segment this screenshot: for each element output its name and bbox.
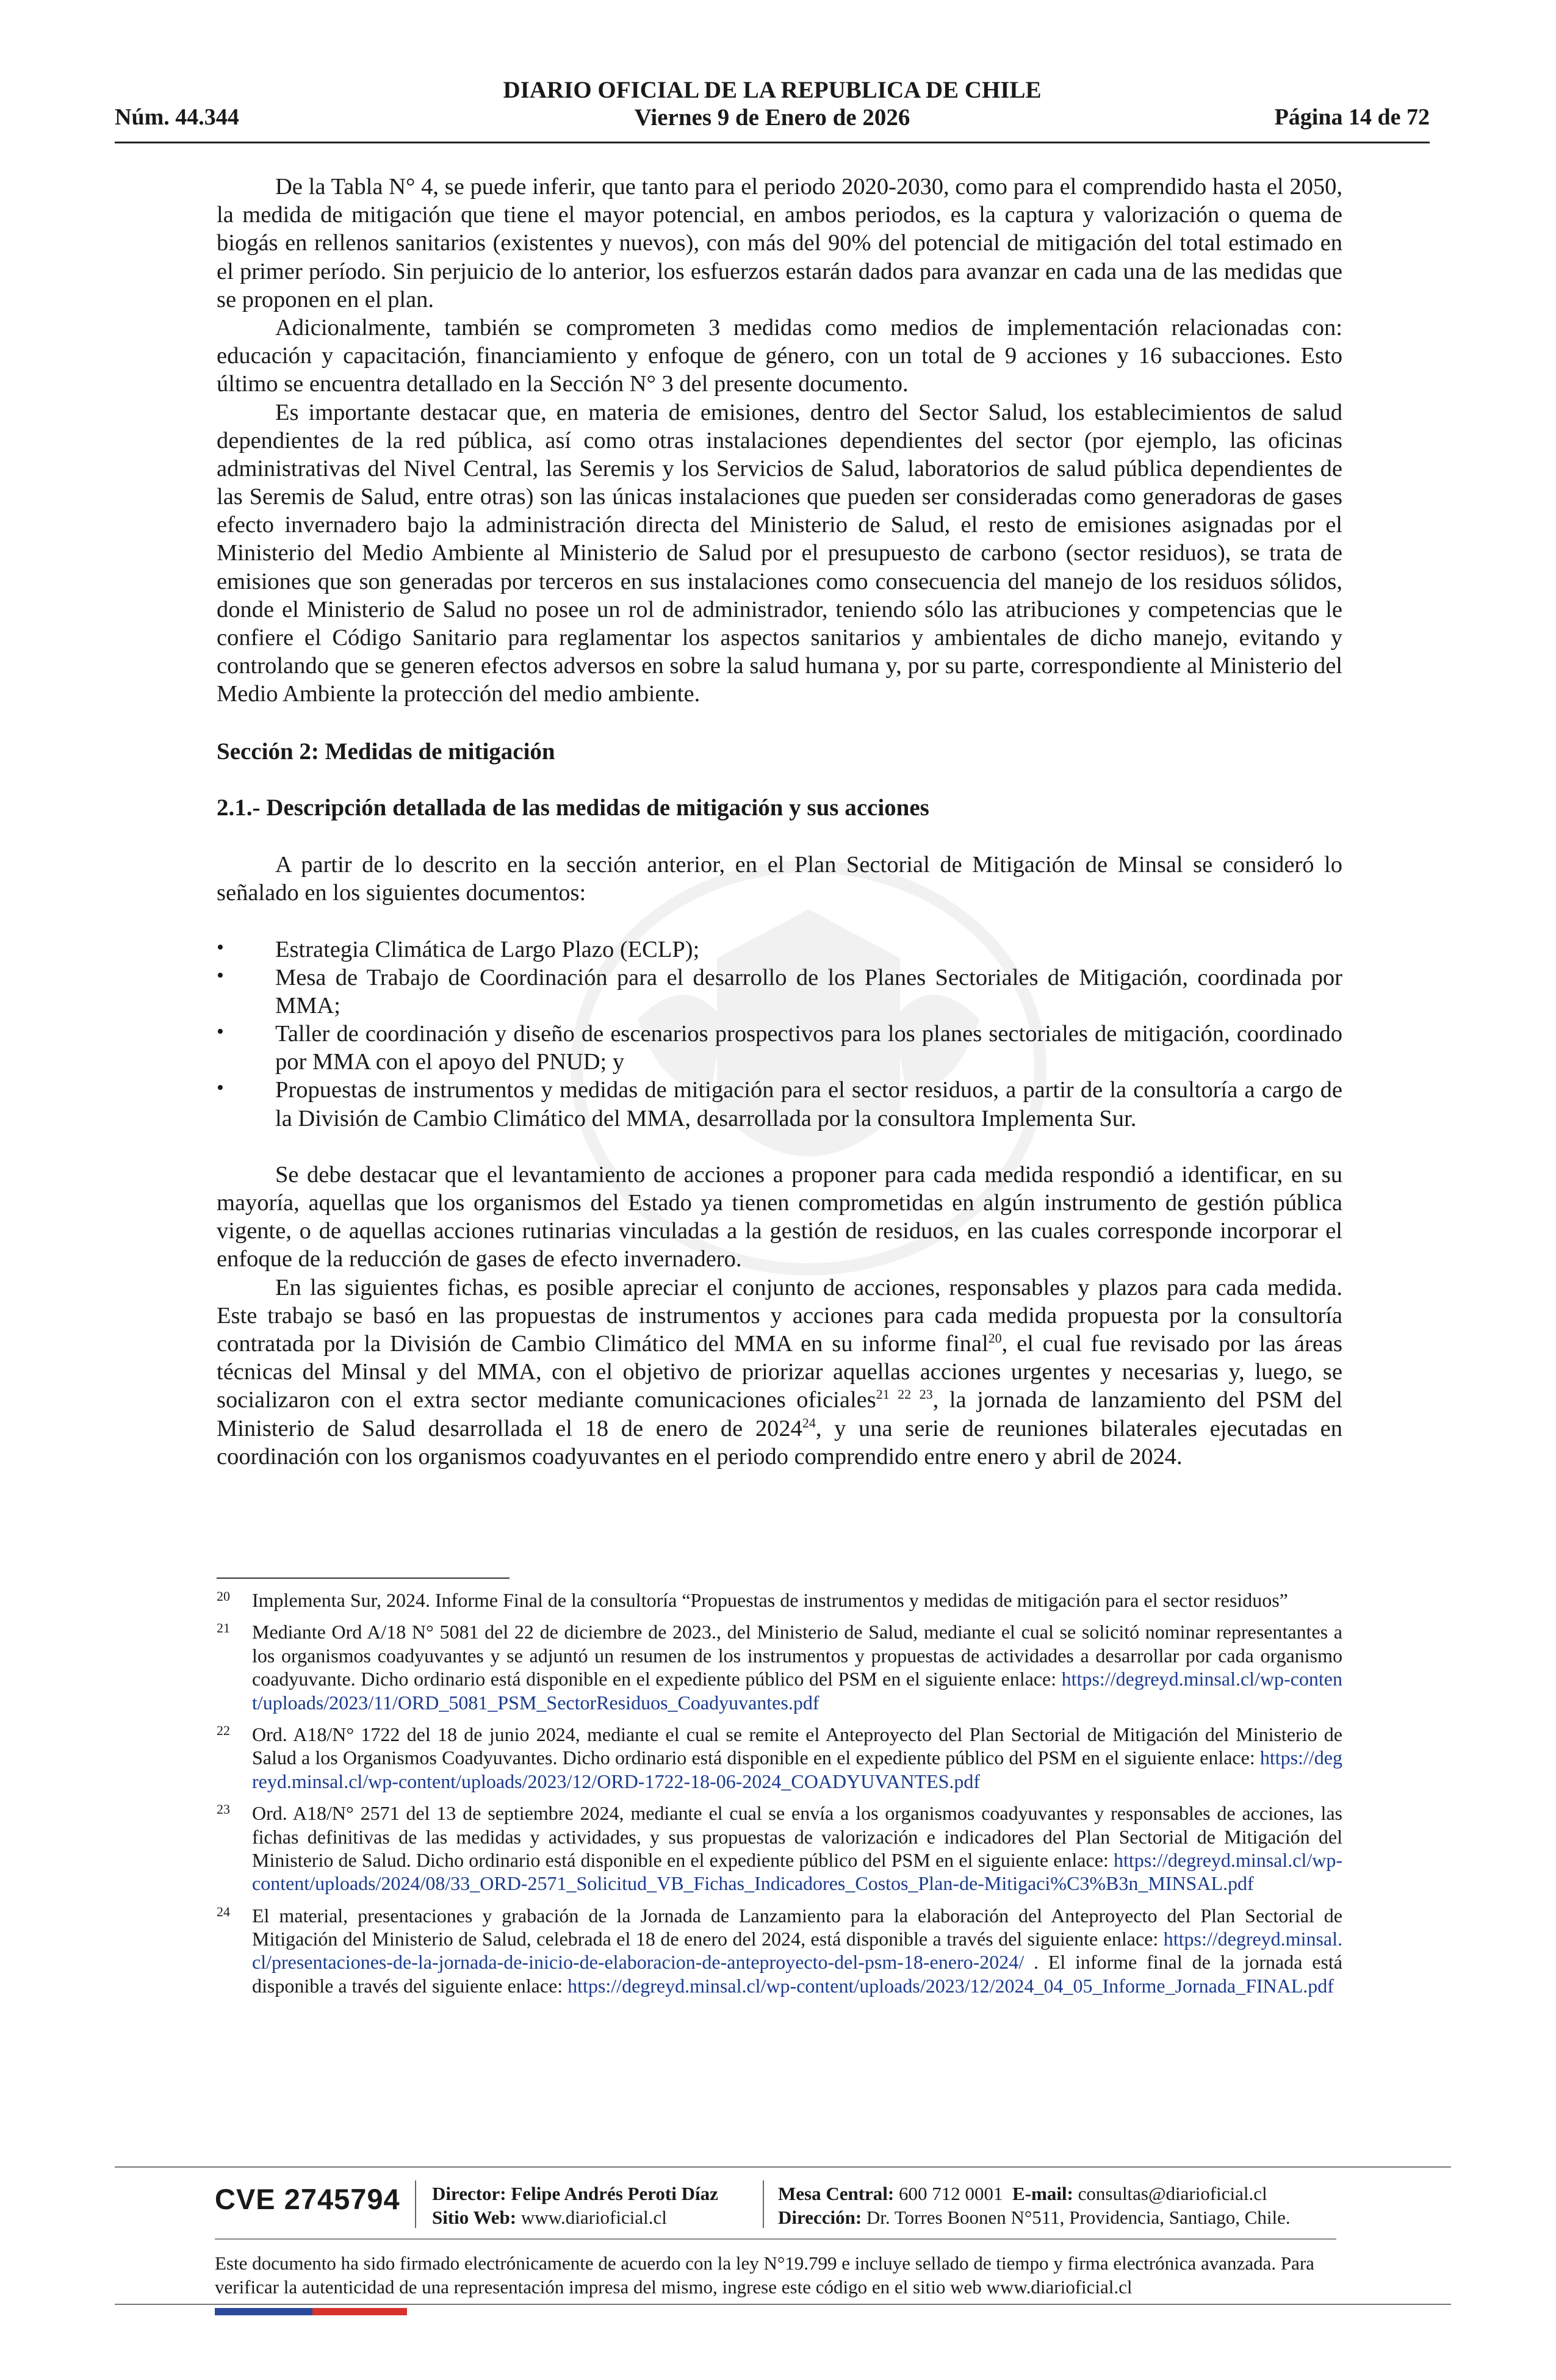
footer-divider xyxy=(215,2238,1336,2240)
main-content xyxy=(217,173,1342,1471)
gazette-title: DIARIO OFICIAL DE LA REPUBLICA DE CHILE xyxy=(503,77,1042,103)
footer-divider xyxy=(115,2304,1451,2305)
footnote-number: 23 xyxy=(217,1801,230,1817)
page-indicator: Página 14 de 72 xyxy=(1274,104,1430,130)
paragraph-1: De la Tabla N° 4, se puede inferir, que tanto para el periodo 2020-2030, como para el comprendido hasta el 2050, la medida de mitigación que tiene el mayor potencial, en ambos periodos, es la captura y valorización o quema de biogás en rellenos sanitarios (existentes y nuevos), con más del 90% del potencial de mitigación del total estimado en el primer período. Sin perjuicio de lo anterior, los esfuerzos estarán dados para avanzar en cada una de las medidas que se proponen en el plan. xyxy=(217,174,1342,312)
issue-number: Núm. 44.344 xyxy=(115,104,239,130)
address: Dr. Torres Boonen N°511, Providencia, Santiago, Chile. xyxy=(866,2206,1291,2228)
section-heading: Sección 2: Medidas de mitigación xyxy=(217,738,555,765)
email[interactable]: consultas@diarioficial.cl xyxy=(1078,2183,1267,2204)
footnote-ref[interactable]: 20 xyxy=(988,1330,1002,1346)
footnote-divider xyxy=(217,1578,510,1579)
footnote-link[interactable]: https://degreyd.minsal.cl/wp-content/uploads/2023/12/ORD-1722-18-06-2024_COADYUVANTES.pdf xyxy=(252,1747,1342,1792)
footer-divider xyxy=(115,2166,1451,2168)
footnote-21: 21 Mediante Ord A/18 N° 5081 del 22 de diciembre de 2023., del Ministerio de Salud, mediante el cual se solicitó nominar representantes a los organismos coadyuvantes y se adjuntó un resumen de los instrumentos y propuestas de actividades a desarrollar por cada organismo coadyuvante. Dicho ordinario está disponible en el expediente público del PSM en el siguiente enlace: https://degreyd.minsal.cl/wp-content/uploads/2023/11/ORD_5081_PSM_SectorResiduos_Coadyuvantes.pdf xyxy=(217,1620,1342,1714)
footnote-ref[interactable]: 24 xyxy=(802,1415,816,1430)
footnote-number: 20 xyxy=(217,1588,230,1604)
footnotes xyxy=(217,1588,1342,2006)
website[interactable]: www.diarioficial.cl xyxy=(520,2206,667,2228)
paragraph-2: Adicionalmente, también se comprometen 3 medidas como medios de implementación relacionadas con: educación y capacitación, financiamiento y enfoque de género, con un total de 9 acciones y 16 subacciones. Esto último se encuentra detallado en la Sección N° 3 del presente documento. xyxy=(217,314,1342,397)
subsection-heading: 2.1.- Descripción detallada de las medidas de mitigación y sus acciones xyxy=(217,795,929,821)
footnote-22: 22 Ord. A18/N° 1722 del 18 de junio 2024, mediante el cual se remite el Anteproyecto del Plan Sectorial de Mitigación del Ministerio de Salud a los Organismos Coadyuvantes. Dicho ordinario está disponible en el expediente público del PSM en el siguiente enlace: https://degreyd.minsal.cl/wp-content/uploads/2023/12/ORD-1722-18-06-2024_COADYUVANTES.pdf xyxy=(217,1722,1342,1792)
footnote-number: 24 xyxy=(217,1903,230,1919)
flag-stripe-blue xyxy=(215,2308,312,2315)
phone: 600 712 0001 xyxy=(899,2183,1003,2204)
footnote-link[interactable]: https://degreyd.minsal.cl/wp-content/uploads/2023/12/2024_04_05_Informe_Jornada_FINAL.pdf xyxy=(567,1974,1334,1997)
page-header xyxy=(115,73,1430,143)
footnote-20: 20 Implementa Sur, 2024. Informe Final de la consultoría “Propuestas de instrumentos y medidas de mitigación para el sector residuos” xyxy=(217,1588,1288,1611)
paragraph-5: Se debe destacar que el levantamiento de acciones a proponer para cada medida respondió a identificar, en su mayoría, aquellas que los organismos del Estado ya tienen comprometidas en algún instrumento de gestión pública vigente, o de aquellas acciones rutinarias vinculadas a la gestión de residuos, en las cuales corresponde incorporar el enfoque de la reducción de gases de efecto invernadero. xyxy=(217,1161,1342,1272)
paragraph-3: Es importante destacar que, en materia de emisiones, dentro del Sector Salud, los establecimientos de salud dependientes de la red pública, así como otras instalaciones dependientes del sector (por ejemplo, las oficinas administrativas del Nivel Central, las Seremis y los Servicios de Salud, laboratorios de salud pública dependientes de las Seremis de Salud, entre otras) son las únicas instalaciones que pueden ser consideradas como generadoras de gases efecto invernadero bajo la administración directa del Ministerio de Salud, el resto de emisiones asignadas por el Ministerio del Medio Ambiente al Ministerio de Salud por el presupuesto de carbono (sector residuos), se trata de emisiones que son generadas por terceros en sus instalaciones como consecuencia del manejo de los residuos sólidos, donde el Ministerio de Salud no posee un rol de administrador, teniendo sólo las atribuciones y competencias que le confiere el Código Sanitario para reglamentar los aspectos sanitarios y ambientales de dicho manejo, evitando y controlando que se generen efectos adversos en sobre la salud humana y, por su parte, correspondiente al Ministerio del Medio Ambiente la protección del medio ambiente. xyxy=(217,399,1342,707)
cve-code: CVE 2745794 xyxy=(215,2183,400,2215)
list-item: • Mesa de Trabajo de Coordinación para el desarrollo de los Planes Sectoriales de Mitigación, coordinada por MMA; xyxy=(275,964,1342,1020)
documents-list xyxy=(217,936,1342,1133)
footer-contact-block: Mesa Central: 600 712 0001 E-mail: consultas@diarioficial.cl Dirección: Dr. Torres Boonen N°511, Providencia, Santiago, Chile. xyxy=(778,2183,1291,2228)
footnote-link[interactable]: https://degreyd.minsal.cl/wp-content/uploads/2024/08/33_ORD-2571_Solicitud_VB_Fichas_Indicadores_Costos_Plan-de-Mitigaci%C3%B3n_MINSAL.pdf xyxy=(252,1848,1342,1895)
list-item: • Propuestas de instrumentos y medidas de mitigación para el sector residuos, a partir de la consultoría a cargo de la División de Cambio Climático del MMA, desarrollada por la consultora Implementa Sur. xyxy=(275,1076,1342,1132)
flag-stripe-red xyxy=(312,2308,407,2315)
footnote-ref[interactable]: 21 22 23 xyxy=(876,1387,933,1402)
issue-date: Viernes 9 de Enero de 2026 xyxy=(634,104,910,131)
footnote-23: 23 Ord. A18/N° 2571 del 13 de septiembre 2024, mediante el cual se envía a los organismos coadyuvantes y responsables de acciones, las fichas definitivas de las medidas y actividades, y sus propuestas de valorización e indicadores del Plan Sectorial de Mitigación del Ministerio de Salud. Dicho ordinario está disponible en el expediente público del PSM en el siguiente enlace: https://degreyd.minsal.cl/wp-content/uploads/2024/08/33_ORD-2571_Solicitud_VB_Fichas_Indicadores_Costos_Plan-de-Mitigaci%C3%B3n_MINSAL.pdf xyxy=(217,1801,1342,1895)
director-name: Felipe Andrés Peroti Díaz xyxy=(511,2183,718,2204)
list-item: • Estrategia Climática de Largo Plazo (ECLP); xyxy=(275,936,1342,964)
footnote-number: 22 xyxy=(217,1722,230,1738)
footer-separator xyxy=(415,2180,416,2228)
list-item: • Taller de coordinación y diseño de escenarios prospectivos para los planes sectoriales de mitigación, coordinado por MMA con el apoyo del PNUD; y xyxy=(275,1020,1342,1076)
footer-separator xyxy=(763,2180,764,2228)
header-divider xyxy=(115,142,1430,143)
footnote-24: 24 El material, presentaciones y grabación de la Jornada de Lanzamiento para la elaboración del Anteproyecto del Plan Sectorial de Mitigación del Ministerio de Salud, celebrada el 18 de enero del 2024, está disponible a través del siguiente enlace: https://degreyd.minsal.cl/presentaciones-de-la-jornada-de-inicio-de-elaboracion-de-anteproyecto-del-psm-18-enero-2024/ . El informe final de la jornada está disponible a través del siguiente enlace: https://degreyd.minsal.cl/wp-content/uploads/2023/12/2024_04_05_Informe_Jornada_FINAL.pdf xyxy=(217,1903,1342,1997)
footnote-number: 21 xyxy=(217,1620,230,1636)
footer-director-block: Director: Felipe Andrés Peroti Díaz Sitio Web: www.diarioficial.cl xyxy=(432,2183,718,2228)
paragraph-6: En las siguientes fichas, es posible apreciar el conjunto de acciones, responsables y plazos para cada medida. Este trabajo se basó en las propuestas de instrumentos y acciones para cada medida propuesta por la consultoría contratada por la División de Cambio Climático del MMA en su informe final$^{20}$, el cual fue revisado por las áreas técnicas del Minsal y del MMA, con el objetivo de priorizar aquellas acciones urgentes y necesarias y, luego, se socializaron con el extra sector mediante comunicaciones oficiales$^{21 22 23}$, la jornada de lanzamiento del PSM del Ministerio de Salud desarrollada el 18 de enero de 2024$^{24}$, y una serie de reuniones bilaterales ejecutadas en coordinación con los organismos coadyuvantes en el periodo comprendido entre enero y abril de 2024. xyxy=(217,1274,1343,1469)
footnote-link[interactable]: https://degreyd.minsal.cl/presentaciones-de-la-jornada-de-inicio-de-elaboracion-de-anteproyecto-del-psm-18-enero-2024/ xyxy=(252,1928,1342,1974)
legal-notice: Este documento ha sido firmado electrónicamente de acuerdo con la ley N°19.799 e incluye sellado de tiempo y firma electrónica avanzada. Para verificar la autenticidad de una representación impresa del mismo, ingrese este código en el sitio web www.diarioficial.cl xyxy=(215,2252,1314,2298)
paragraph-4: A partir de lo descrito en la sección anterior, en el Plan Sectorial de Mitigación de Minsal se consideró lo señalado en los siguientes documentos: xyxy=(217,852,1342,906)
footnote-link[interactable]: https://degreyd.minsal.cl/wp-content/uploads/2023/11/ORD_5081_PSM_SectorResiduos_Coadyuvantes.pdf xyxy=(252,1668,1342,1714)
